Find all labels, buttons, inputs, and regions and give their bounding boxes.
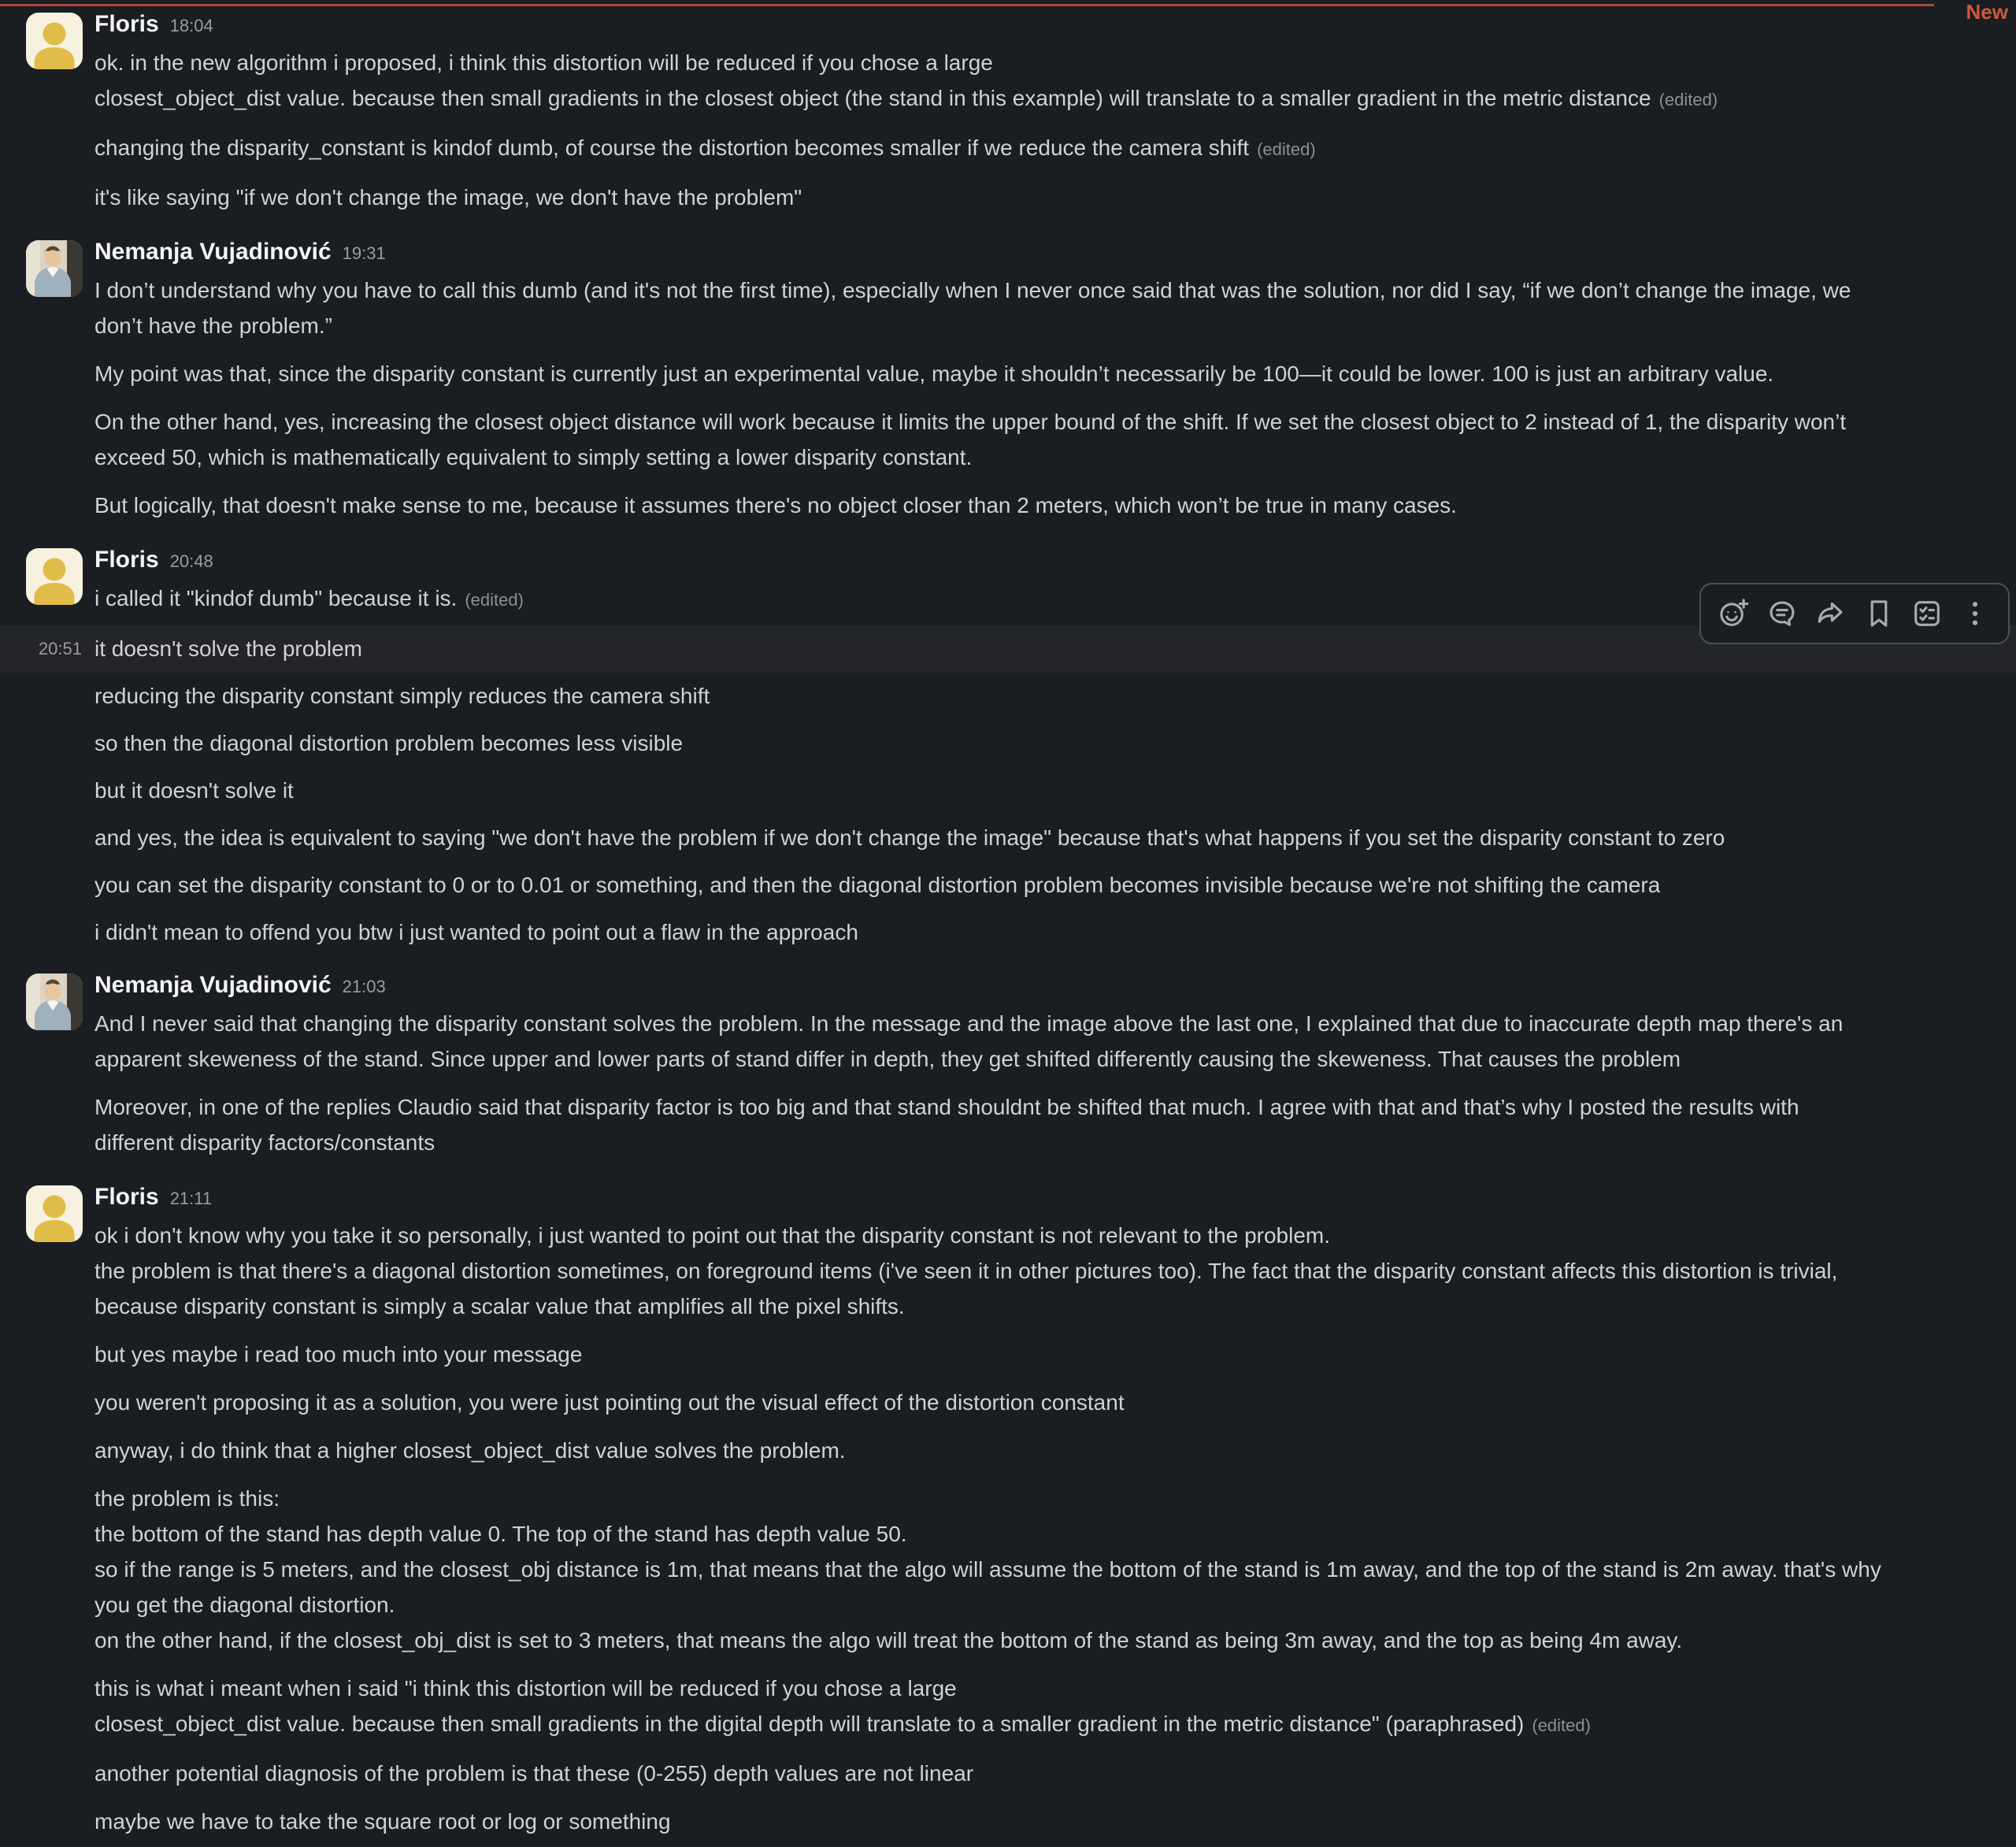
- author-name[interactable]: Floris: [94, 547, 159, 573]
- message-text-line: [94, 1516, 1992, 1552]
- message-header: [94, 8, 1992, 45]
- message-text-line: [94, 439, 1992, 475]
- gold-default-avatar[interactable]: [26, 548, 83, 605]
- message-paragraph: [94, 1481, 1992, 1658]
- timestamp[interactable]: 21:11: [169, 1189, 213, 1208]
- message-text-line: [94, 45, 1992, 80]
- message-text-line: [94, 1706, 1992, 1743]
- edited-label: (edited): [1532, 1715, 1591, 1735]
- message-paragraph: [94, 1433, 1992, 1468]
- message-text: so if the range is 5 meters, and the closest_obj distance is 1m, that means that the algo will assume the bottom of the stand is 1m away, and the top of the stand is 2m away. that's why: [94, 1557, 1881, 1582]
- message-actions-toolbar: [1699, 583, 2010, 644]
- author-name[interactable]: Floris: [94, 1184, 159, 1210]
- message-row: [0, 625, 2016, 673]
- message-text: because disparity constant is simply a scalar value that amplifies all the pixel shifts.: [94, 1294, 905, 1318]
- message-header: [94, 969, 1992, 1006]
- author-name[interactable]: Nemanja Vujadinović: [94, 972, 332, 998]
- message-text-line: [94, 1481, 1992, 1516]
- checklist-icon: [1910, 596, 1944, 631]
- add-reaction-button[interactable]: [1717, 596, 1751, 631]
- message-text: another potential diagnosis of the problem is that these (0-255) depth values are not linear: [94, 1761, 974, 1786]
- message-text-line: [94, 273, 1992, 308]
- message-row: [0, 232, 2016, 531]
- message-text: anyway, i do think that a higher closest_object_dist value solves the problem.: [94, 1438, 846, 1463]
- message-paragraph: [94, 914, 1992, 950]
- message-text: My point was that, since the disparity constant is currently just an experimental value, maybe it shouldn’t necessarily be 100—it could be lower. 100 is just an arbitrary value.: [94, 362, 1774, 386]
- photo-avatar[interactable]: [26, 240, 83, 297]
- message-paragraph: [94, 180, 1992, 215]
- gold-default-avatar[interactable]: [26, 1185, 83, 1242]
- message-paragraph: [94, 867, 1992, 903]
- message-text: different disparity factors/constants: [94, 1130, 435, 1155]
- add-to-list-button[interactable]: [1910, 596, 1944, 631]
- message-paragraph: [94, 130, 1992, 167]
- message-text: i called it "kindof dumb" because it is.: [94, 586, 458, 610]
- message-text: closest_object_dist value. because then small gradients in the closest object (the stand in this example) will translate to a smaller gradient in the metric distance: [94, 86, 1651, 110]
- unread-divider-label: New: [1966, 0, 2008, 24]
- message-text-line: [94, 1006, 1992, 1041]
- message-text: you can set the disparity constant to 0 or to 0.01 or something, and then the diagonal distortion problem becomes invisible because we're not shifting the camera: [94, 873, 1661, 897]
- message-paragraph: [94, 45, 1992, 117]
- message-text: closest_object_dist value. because then small gradients in the digital depth will translate to a smaller gradient in the metric distance" (paraphrased): [94, 1712, 1525, 1736]
- thread-bubble-icon: [1765, 596, 1799, 631]
- share-message-button[interactable]: [1813, 596, 1847, 631]
- message-text-line: [94, 914, 1992, 950]
- message-text-line: [94, 1804, 1992, 1839]
- message-text-line: [94, 1671, 1992, 1706]
- message-paragraph: [94, 725, 1992, 761]
- edited-label: (edited): [1658, 90, 1718, 109]
- message-text: it doesn't solve the problem: [94, 636, 362, 661]
- timestamp[interactable]: 21:03: [342, 977, 386, 996]
- timestamp[interactable]: 19:31: [342, 243, 386, 263]
- message-text-line: [94, 1089, 1992, 1125]
- message-text-line: [94, 1756, 1992, 1791]
- edited-label: (edited): [1257, 139, 1316, 159]
- message-text: But logically, that doesn't make sense to me, because it assumes there's no object closer than 2 meters, which won’t be true in many cases.: [94, 493, 1457, 517]
- message-text: Moreover, in one of the replies Claudio said that disparity factor is too big and that stand shouldnt be shifted that much. I agree with that and that’s why I posted the results with: [94, 1095, 1799, 1119]
- message-text: maybe we have to take the square root or log or something: [94, 1809, 671, 1834]
- message-paragraph: [94, 1804, 1992, 1839]
- message-row: [0, 862, 2016, 909]
- message-paragraph: [94, 1089, 1992, 1160]
- author-name[interactable]: Floris: [94, 11, 159, 37]
- message-text-line: [94, 1041, 1992, 1077]
- message-paragraph: [94, 820, 1992, 855]
- message-row: [0, 1178, 2016, 1847]
- message-text-line: [94, 1552, 1992, 1587]
- timestamp[interactable]: 20:48: [169, 551, 213, 571]
- message-text: On the other hand, yes, increasing the closest object distance will work because it limits the upper bound of the shift. If we set the closest object to 2 instead of 1, the disparity won’t: [94, 410, 1847, 434]
- message-text-line: [94, 725, 1992, 761]
- message-paragraph: [94, 1006, 1992, 1077]
- message-text: you weren't proposing it as a solution, you were just pointing out the visual effect of the distortion constant: [94, 1390, 1125, 1415]
- author-name[interactable]: Nemanja Vujadinović: [94, 239, 332, 265]
- edited-label: (edited): [465, 590, 524, 610]
- message-paragraph: [94, 678, 1992, 714]
- bookmark-icon: [1862, 596, 1896, 631]
- unread-divider-line: [0, 4, 1934, 6]
- message-text-line: [94, 80, 1992, 117]
- message-text: the problem is that there's a diagonal distortion sometimes, on foreground items (i've seen it in other pictures too). The fact that the disparity constant affects this distortion is trivial,: [94, 1259, 1838, 1283]
- message-text: but yes maybe i read too much into your message: [94, 1342, 583, 1367]
- message-text: so then the diagonal distortion problem becomes less visible: [94, 731, 684, 755]
- message-text: ok. in the new algorithm i proposed, i think this distortion will be reduced if you chose a large: [94, 50, 993, 75]
- message-text: don’t have the problem.”: [94, 313, 332, 338]
- message-text: changing the disparity_constant is kindof dumb, of course the distortion becomes smaller if we reduce the camera shift: [94, 135, 1250, 160]
- message-text-line: [94, 1587, 1992, 1623]
- save-for-later-button[interactable]: [1862, 596, 1896, 631]
- message-text-line: [94, 308, 1992, 343]
- gutter-timestamp[interactable]: 20:51: [38, 639, 82, 658]
- add-reaction-icon: [1717, 596, 1751, 631]
- message-paragraph: [94, 1337, 1992, 1372]
- message-text-line: [94, 773, 1992, 808]
- message-paragraph: [94, 1385, 1992, 1420]
- gold-default-avatar[interactable]: [26, 13, 83, 69]
- message-text: ok i don't know why you take it so personally, i just wanted to point out that the disparity constant is not relevant to the problem.: [94, 1223, 1331, 1248]
- photo-avatar[interactable]: [26, 974, 83, 1030]
- message-paragraph: [94, 1756, 1992, 1791]
- message-row: [0, 966, 2016, 1168]
- message-header: [94, 1181, 1992, 1218]
- message-text: on the other hand, if the closest_obj_dist is set to 3 meters, that means the algo will treat the bottom of the stand as being 3m away, and the top as being 4m away.: [94, 1628, 1683, 1652]
- message-text-line: [94, 404, 1992, 439]
- message-header: [94, 543, 1992, 580]
- message-text-line: [94, 678, 1992, 714]
- reply-in-thread-button[interactable]: [1765, 596, 1799, 631]
- message-text: I don’t understand why you have to call this dumb (and it's not the first time), especially when I never once said that was the solution, nor did I say, “if we don’t change the image, we: [94, 278, 1851, 302]
- message-text-line: [94, 180, 1992, 215]
- message-row: [0, 5, 2016, 223]
- message-paragraph: [94, 356, 1992, 391]
- message-text: this is what i meant when i said "i think this distortion will be reduced if you chose a large: [94, 1676, 957, 1701]
- message-row: [0, 720, 2016, 767]
- message-text: reducing the disparity constant simply reduces the camera shift: [94, 684, 710, 708]
- share-arrow-icon: [1813, 596, 1847, 631]
- message-text: but it doesn't solve it: [94, 778, 294, 803]
- message-text: you get the diagonal distortion.: [94, 1593, 395, 1617]
- message-row: [0, 673, 2016, 720]
- message-paragraph: [94, 1218, 1992, 1324]
- message-text: i didn't mean to offend you btw i just wanted to point out a flaw in the approach: [94, 920, 858, 944]
- message-text-line: [94, 1337, 1992, 1372]
- message-text-line: [94, 356, 1992, 391]
- message-text: the problem is this:: [94, 1486, 280, 1511]
- message-row: [0, 767, 2016, 814]
- message-text-line: [94, 1433, 1992, 1468]
- message-text-line: [94, 488, 1992, 523]
- message-text-line: [94, 1253, 1992, 1289]
- message-paragraph: [94, 404, 1992, 475]
- message-text-line: [94, 1125, 1992, 1160]
- message-text: apparent skeweness of the stand. Since upper and lower parts of stand differ in depth, they get shifted differently causing the skeweness. That causes the problem: [94, 1047, 1681, 1071]
- message-text-line: [94, 820, 1992, 855]
- message-text-line: [94, 1385, 1992, 1420]
- message-text-line: [94, 130, 1992, 167]
- message-paragraph: [94, 773, 1992, 808]
- message-text-line: [94, 1218, 1992, 1253]
- message-text-line: [94, 867, 1992, 903]
- message-text: and yes, the idea is equivalent to saying "we don't have the problem if we don't change the image" because that's what happens if you set the disparity constant to zero: [94, 825, 1725, 850]
- message-row: [0, 814, 2016, 862]
- message-header: [94, 236, 1992, 273]
- message-row: [0, 909, 2016, 956]
- message-text: it's like saying "if we don't change the image, we don't have the problem": [94, 185, 802, 210]
- message-paragraph: [94, 273, 1992, 343]
- message-text: And I never said that changing the disparity constant solves the problem. In the message and the image above the last one, I explained that due to inaccurate depth map there's an: [94, 1011, 1844, 1036]
- message-paragraph: [94, 1671, 1992, 1743]
- message-text-line: [94, 1623, 1992, 1658]
- message-paragraph: [94, 488, 1992, 523]
- message-text: exceed 50, which is mathematically equivalent to simply setting a lower disparity constant.: [94, 445, 973, 469]
- message-text-line: [94, 1289, 1992, 1324]
- timestamp[interactable]: 18:04: [169, 16, 213, 35]
- message-text: the bottom of the stand has depth value 0. The top of the stand has depth value 50.: [94, 1522, 907, 1546]
- more-actions-button[interactable]: [1958, 596, 1992, 631]
- kebab-dots-icon: [1958, 596, 1992, 631]
